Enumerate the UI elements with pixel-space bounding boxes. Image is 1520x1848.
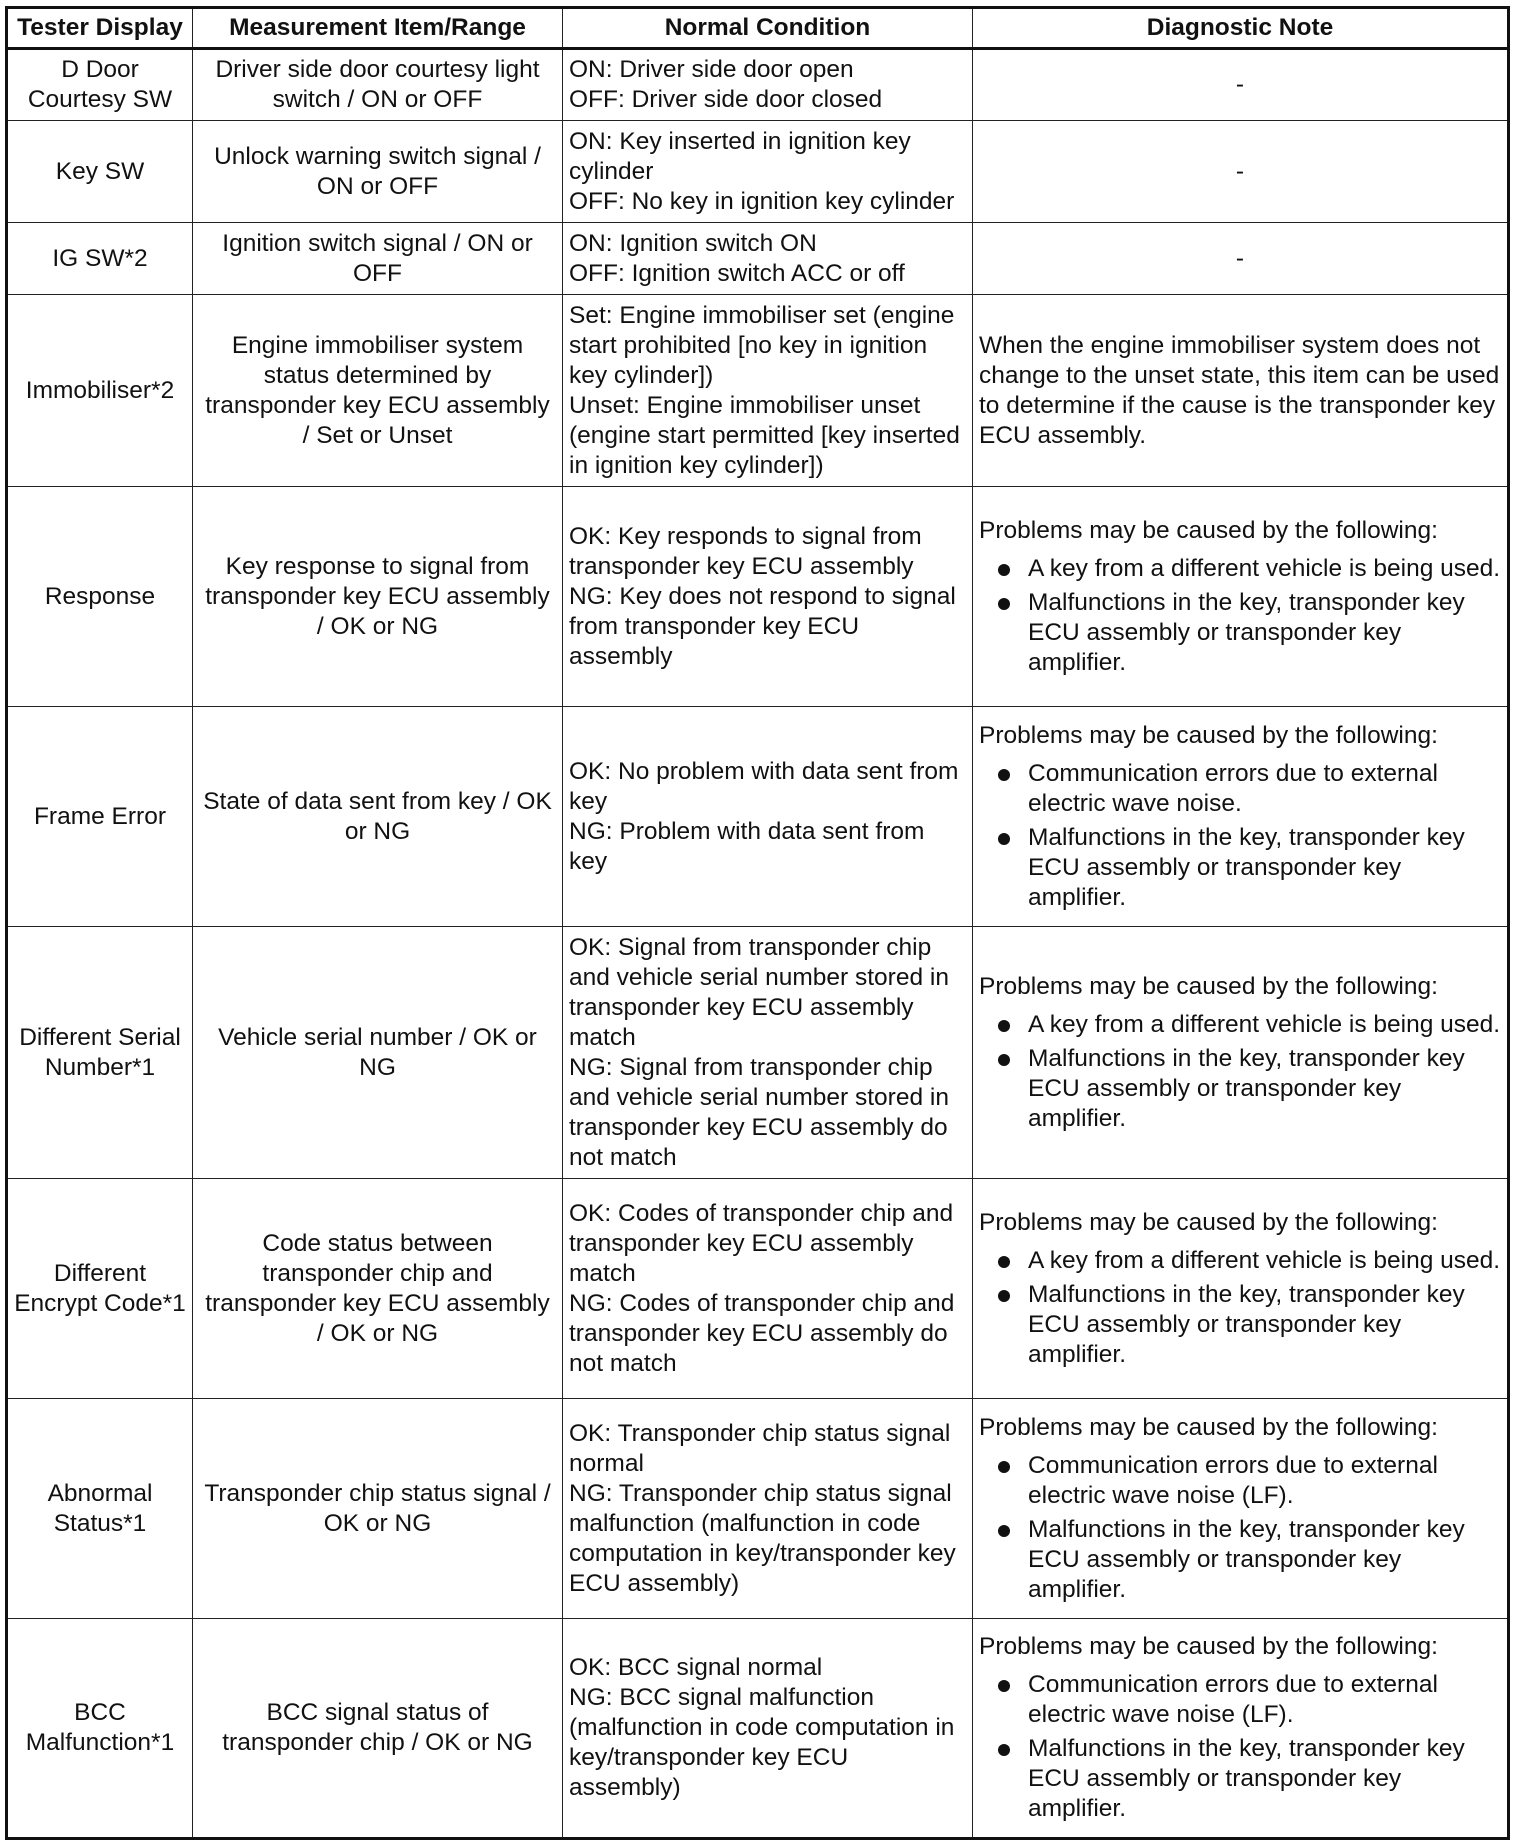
diagnostic-bullet-list [979,759,1501,913]
table-row [7,927,1509,1179]
normal-condition-line: OK: Transponder chip status signal normal [569,1419,951,1477]
diagnostic-note-text: - [1235,157,1245,185]
normal-condition-line: NG: Signal from transponder chip and vehicle serial number stored in transponder key ECU assembly do not match [569,1053,949,1171]
diagnostic-note-cell [973,487,1509,707]
normal-condition-line: OK: No problem with data sent from key [569,757,959,815]
table-row [7,121,1509,223]
normal-condition-line: OK: BCC signal normal [569,1654,823,1681]
normal-condition-line: OFF: Driver side door closed [569,86,883,113]
diagnostic-note-text: - [1235,244,1245,272]
diagnostic-bullet-item: Malfunctions in the key, transponder key ECU assembly or transponder key amplifier. [979,823,1501,913]
diagnostic-note-text: Problems may be caused by the following: [979,1633,1438,1660]
diagnostic-note-text: When the engine immobiliser system does not change to the unset state, this item can be used to determine if the cause is the transponder key ECU assembly. [979,331,1500,449]
diagnostic-bullet-item: Communication errors due to external electric wave noise (LF). [979,1451,1501,1511]
table-row [7,1399,1509,1619]
normal-condition-line: OFF: No key in ignition key cylinder [569,187,955,215]
header-measurement: Measurement Item/Range [193,8,563,49]
diagnostic-note-cell [973,223,1509,295]
measurement-cell: Key response to signal from transponder key ECU assembly / OK or NG [193,487,563,707]
diagnostic-bullet-item: Malfunctions in the key, transponder key ECU assembly or transponder key amplifier. [979,1280,1501,1370]
normal-condition-line: NG: Problem with data sent from key [569,817,925,875]
tester-display-cell: Different Serial Number*1 [7,927,193,1179]
normal-condition-line: OK: Key responds to signal from transponder key ECU assembly [569,522,922,580]
table-body [7,49,1509,1839]
normal-condition-cell [563,707,973,927]
tester-display-cell: Abnormal Status*1 [7,1399,193,1619]
normal-condition-line: OFF: Ignition switch ACC or off [569,259,905,287]
normal-condition-line: ON: Ignition switch ON [569,229,817,257]
diagnostic-note-text: Problems may be caused by the following: [979,972,1438,1000]
normal-condition-line: NG: BCC signal malfunction (malfunction in code computation in key/transponder key ECU assembly) [569,1684,955,1801]
diagnostic-note-cell [973,121,1509,223]
diagnostic-note-cell [973,295,1509,487]
diagnostic-bullet-item: A key from a different vehicle is being used. [979,554,1501,584]
normal-condition-cell [563,49,973,121]
diagnostic-bullet-item: Malfunctions in the key, transponder key ECU assembly or transponder key amplifier. [979,588,1501,678]
diagnostic-note-cell [973,49,1509,121]
normal-condition-cell [563,295,973,487]
normal-condition-line: ON: Key inserted in ignition key cylinder [569,127,911,185]
diagnostic-bullet-list [979,1451,1501,1605]
table-row [7,487,1509,707]
tester-display-cell: Key SW [7,121,193,223]
measurement-cell: BCC signal status of transponder chip / OK or NG [193,1619,563,1839]
measurement-cell: Engine immobiliser system status determined by transponder key ECU assembly / Set or Unset [193,295,563,487]
diagnostic-bullet-list [979,1010,1501,1134]
diagnostic-bullet-item: Malfunctions in the key, transponder key ECU assembly or transponder key amplifier. [979,1044,1501,1134]
table-row [7,1179,1509,1399]
tester-display-cell: IG SW*2 [7,223,193,295]
measurement-cell: Unlock warning switch signal / ON or OFF [193,121,563,223]
tester-display-cell: Response [7,487,193,707]
table-row [7,707,1509,927]
tester-display-cell: Frame Error [7,707,193,927]
diagnostic-bullet-item: Malfunctions in the key, transponder key ECU assembly or transponder key amplifier. [979,1515,1501,1605]
normal-condition-line: NG: Codes of transponder chip and transponder key ECU assembly do not match [569,1289,955,1377]
diagnostic-note-text: Problems may be caused by the following: [979,1208,1438,1236]
diagnostic-bullet-item: Malfunctions in the key, transponder key ECU assembly or transponder key amplifier. [979,1734,1501,1824]
measurement-cell: Transponder chip status signal / OK or NG [193,1399,563,1619]
diagnostic-bullet-list [979,1246,1501,1370]
normal-condition-line: Unset: Engine immobiliser unset (engine start permitted [key inserted in ignition key cylinder]) [569,391,960,479]
diagnostic-bullet-list [979,1670,1501,1824]
diagnostic-note-cell [973,927,1509,1179]
diagnostic-note-cell [973,1399,1509,1619]
measurement-cell: Driver side door courtesy light switch / ON or OFF [193,49,563,121]
normal-condition-cell [563,487,973,707]
table-row [7,223,1509,295]
data-list-table [5,6,1510,1840]
normal-condition-line: ON: Driver side door open [569,56,854,83]
normal-condition-line: OK: Codes of transponder chip and transponder key ECU assembly match [569,1199,954,1287]
table-header-row [7,8,1509,49]
diagnostic-bullet-item: A key from a different vehicle is being used. [979,1246,1501,1276]
diagnostic-bullet-item: Communication errors due to external electric wave noise (LF). [979,1670,1501,1730]
diagnostic-note-text: Problems may be caused by the following: [979,1413,1438,1441]
tester-display-cell: Immobiliser*2 [7,295,193,487]
table-row [7,1619,1509,1839]
header-tester-display: Tester Display [7,8,193,49]
tester-display-cell: D Door Courtesy SW [7,49,193,121]
normal-condition-line: NG: Key does not respond to signal from transponder key ECU assembly [569,582,956,670]
diagnostic-bullet-item: Communication errors due to external electric wave noise. [979,759,1501,819]
diagnostic-bullet-item: A key from a different vehicle is being used. [979,1010,1501,1040]
measurement-cell: Code status between transponder chip and transponder key ECU assembly / OK or NG [193,1179,563,1399]
header-normal-condition: Normal Condition [563,8,973,49]
table-row [7,49,1509,121]
header-diagnostic-note: Diagnostic Note [973,8,1509,49]
diagnostic-note-cell [973,1619,1509,1839]
table-row [7,295,1509,487]
diagnostic-bullet-list [979,554,1501,678]
diagnostic-note-text: - [1235,71,1245,98]
normal-condition-cell [563,1179,973,1399]
diagnostic-note-text: Problems may be caused by the following: [979,721,1438,749]
normal-condition-cell [563,121,973,223]
normal-condition-line: Set: Engine immobiliser set (engine start prohibited [no key in ignition key cylinder]) [569,301,955,389]
normal-condition-cell [563,1399,973,1619]
diagnostic-note-text: Problems may be caused by the following: [979,516,1438,544]
measurement-cell: Ignition switch signal / ON or OFF [193,223,563,295]
measurement-cell: State of data sent from key / OK or NG [193,707,563,927]
tester-display-cell: Different Encrypt Code*1 [7,1179,193,1399]
normal-condition-line: NG: Transponder chip status signal malfunction (malfunction in code computation in key/transponder key ECU assembly) [569,1479,956,1597]
diagnostic-note-cell [973,1179,1509,1399]
normal-condition-cell [563,223,973,295]
tester-display-cell: BCC Malfunction*1 [7,1619,193,1839]
diagnostic-note-cell [973,707,1509,927]
measurement-cell: Vehicle serial number / OK or NG [193,927,563,1179]
normal-condition-cell [563,927,973,1179]
normal-condition-cell [563,1619,973,1839]
normal-condition-line: OK: Signal from transponder chip and vehicle serial number stored in transponder key ECU assembly match [569,933,949,1051]
